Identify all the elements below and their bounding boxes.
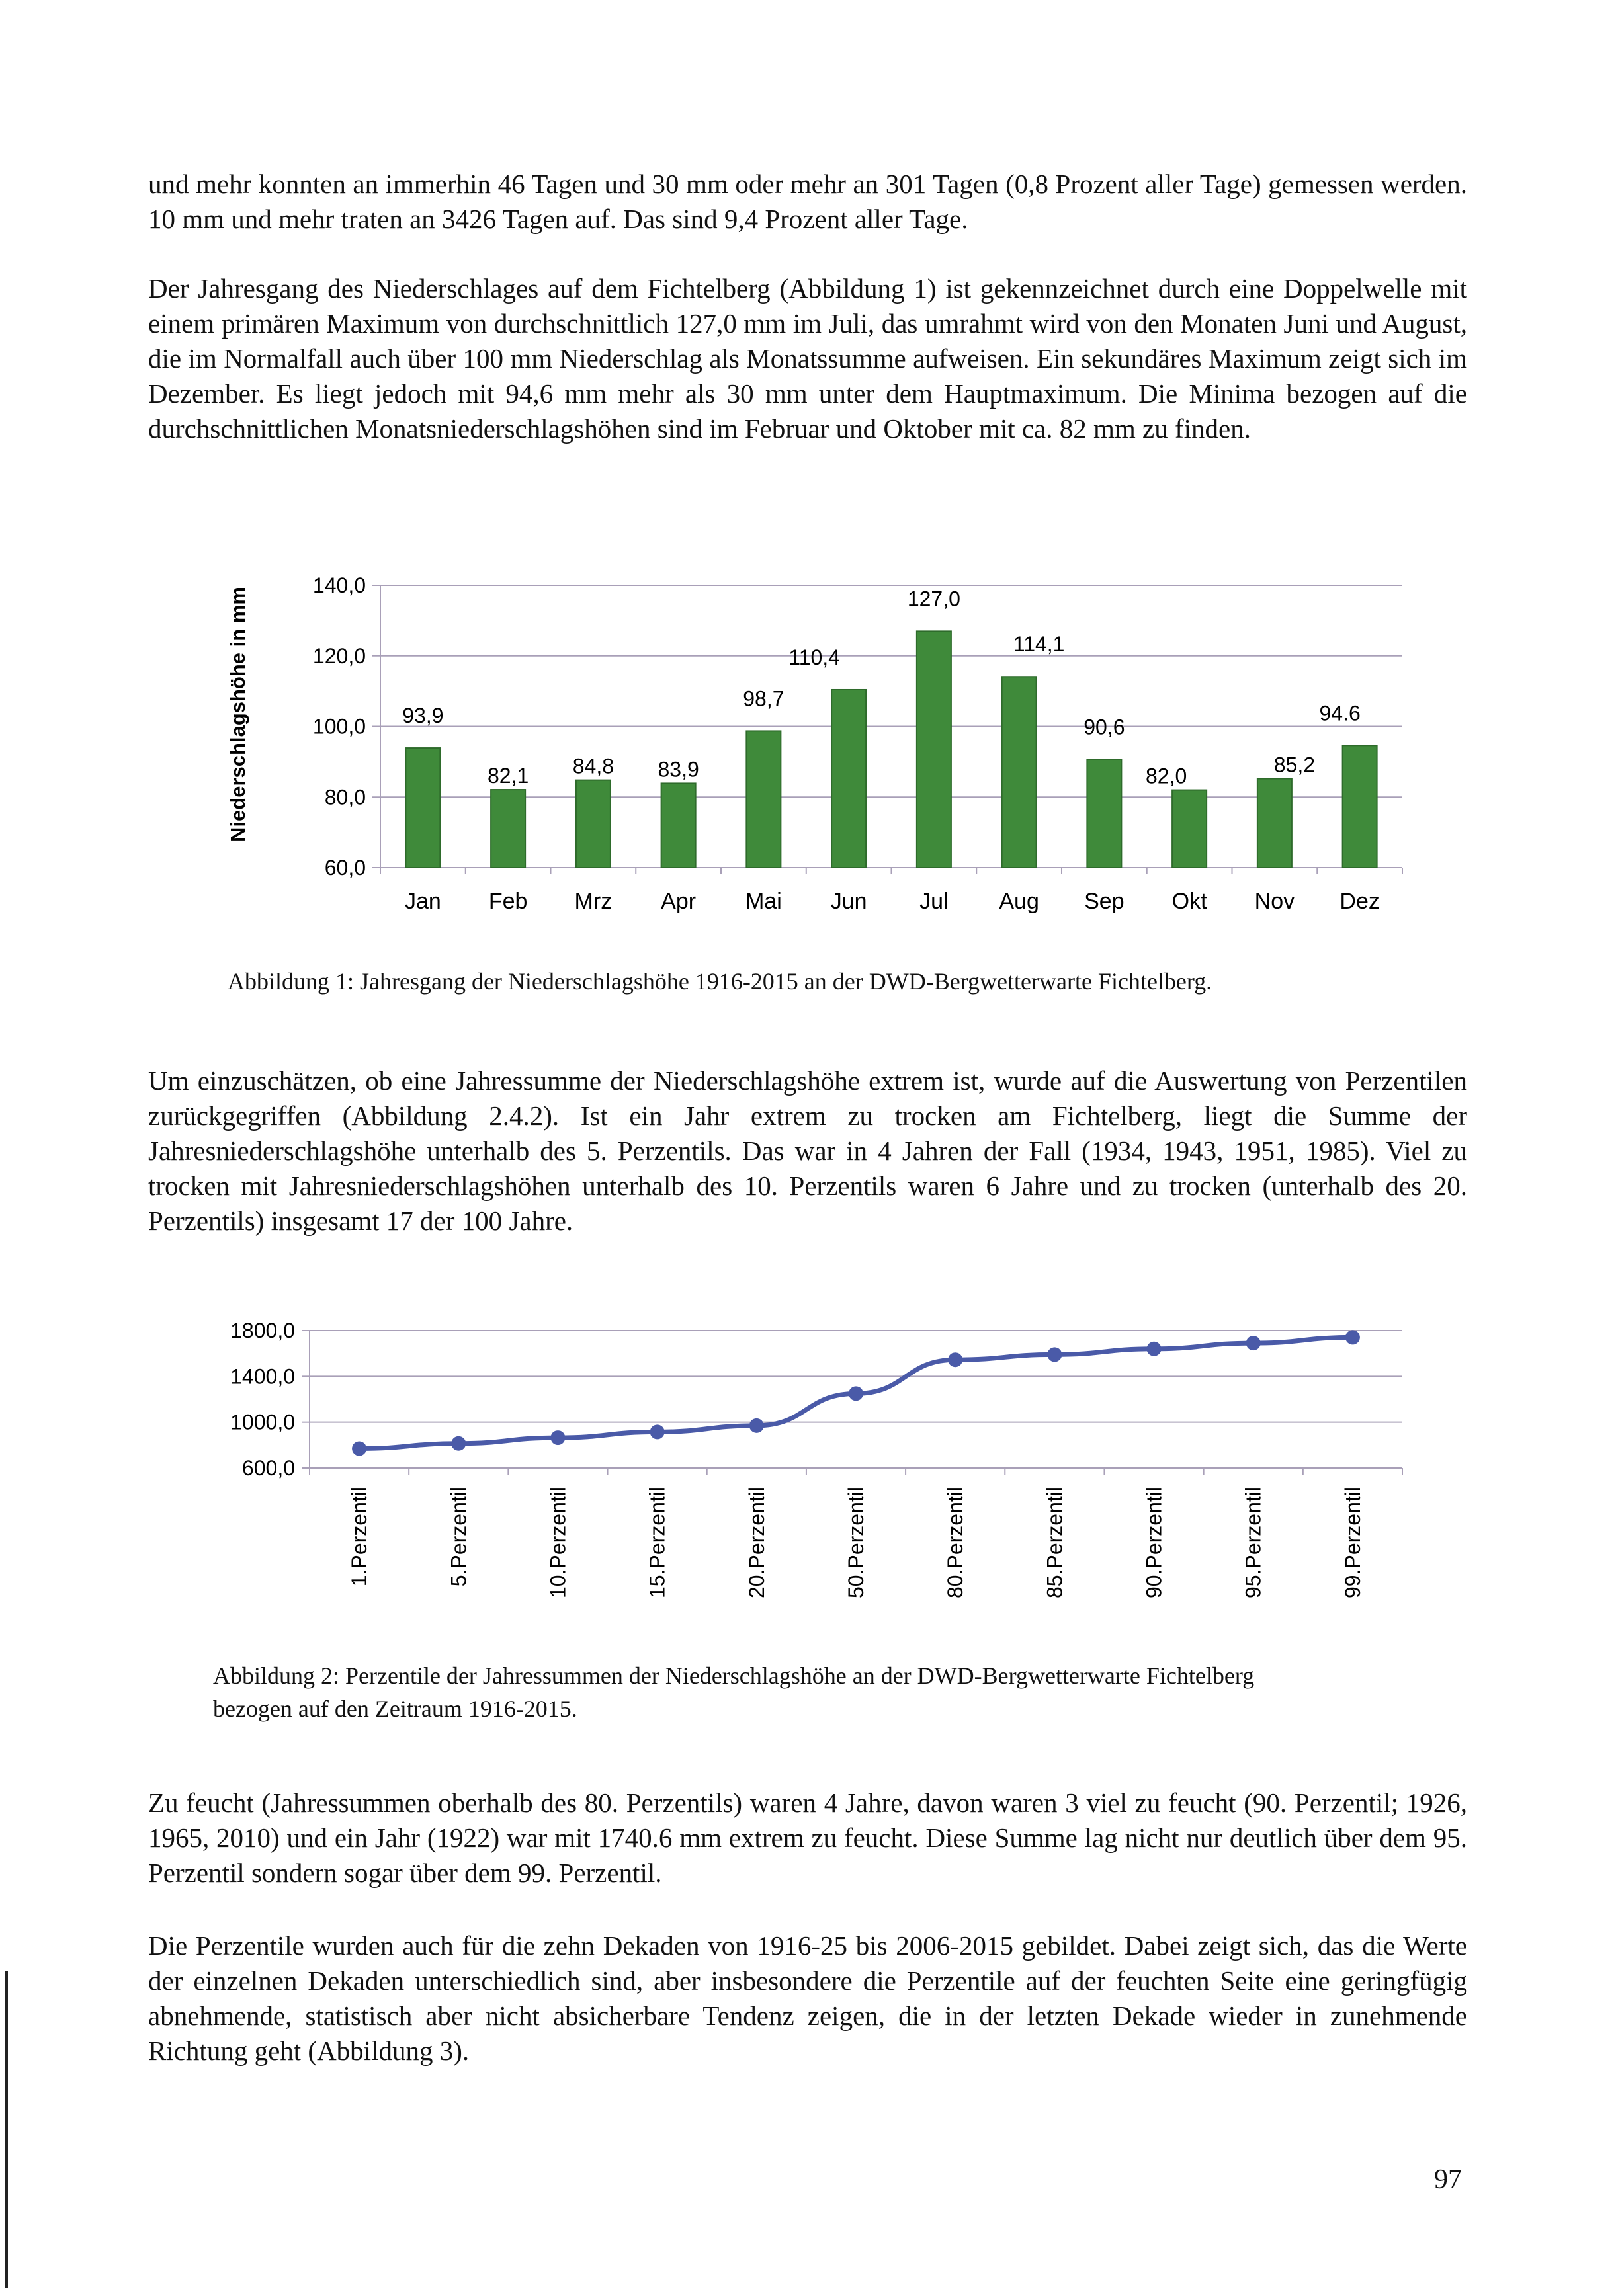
paragraph-2: Der Jahresgang des Niederschlages auf dem Fichtelberg (Abbildung 1) ist gekennzeichnet durch eine Doppelwelle mit einem primären Maximum von durchschnittlich 127,0 mm im Juli, das umrahmt wird von den Monaten Juni und August, die im Normalfall auch über 100 mm Niederschlag als Monatssumme aufweisen. Ein sekundäres Maximum zeigt sich im Dezember. Es liegt jedoch mit 94,6 mm mehr als 30 mm unter dem Hauptmaximum. Die Minima bezogen auf die durchschnittlichen Monatsniederschlagshöhen sind im Februar und Oktober mit ca. 82 mm zu finden. xyxy=(148,273,1467,444)
bar-value-label: 84,8 xyxy=(572,754,615,778)
percentile-category-label: 10.Perzentil xyxy=(546,1487,570,1598)
bar-nov xyxy=(1257,778,1292,868)
paragraph-5: Die Perzentile wurden auch für die zehn Dekaden von 1916-25 bis 2006-2015 gebildet. Dabei zeigt sich, das die Werte der einzelnen Dekaden unterschiedlich sind, aber insbesondere die Perzentile auf der feuchten Seite eine geringfügig abnehmende, statistisch aber nicht absicherbare Tendenz zeigen, die in der letzten Dekade wieder in zunehmende Richtung geht (Abbildung 3). xyxy=(148,1930,1467,2066)
bar-category-label: Sep xyxy=(1084,889,1125,914)
bar-category-label: Jan xyxy=(404,889,441,914)
percentile-point xyxy=(749,1418,764,1433)
bar-ytick-label: 100,0 xyxy=(312,714,366,739)
figure-1-caption: Abbildung 1: Jahresgang der Niederschlagshöhe 1916-2015 an der DWD-Bergwetterwarte Fichtelberg. xyxy=(228,968,1212,995)
percentile-category-label: 85.Perzentil xyxy=(1042,1487,1067,1598)
bar-category-label: Apr xyxy=(661,889,697,914)
percentile-category-label: 90.Perzentil xyxy=(1142,1487,1166,1598)
bar-ytick-label: 60,0 xyxy=(324,856,366,880)
paragraph-3: Um einzuschätzen, ob eine Jahressumme der Niederschlagshöhe extrem ist, wurde auf die Auswertung von Perzentilen zurückgegriffen (Abbildung 2.4.2). Ist ein Jahr extrem zu trocken am Fichtelberg, liegt die Summe der Jahresniederschlagshöhe unterhalb des 5. Perzentils. Das war in 4 Jahren der Fall (1934, 1943, 1951, 1985). Viel zu trocken mit Jahresniederschlagshöhen unterhalb des 10. Perzentils waren 6 Jahre und zu trocken (unterhalb des 20. Perzentils) insgesamt 17 der 100 Jahre. xyxy=(148,1065,1467,1236)
percentile-category-label: 5.Perzentil xyxy=(446,1487,471,1587)
bar-aug xyxy=(1002,676,1037,868)
bar-value-label: 90,6 xyxy=(1083,715,1125,739)
bar-value-label: 93,9 xyxy=(402,704,444,728)
percentile-point xyxy=(650,1424,665,1439)
percentile-line-chart xyxy=(198,1309,1422,1627)
percentile-category-label: 20.Perzentil xyxy=(744,1487,769,1598)
bar-sep xyxy=(1087,760,1121,868)
bar-mai xyxy=(746,731,781,868)
percentile-point xyxy=(1147,1342,1162,1356)
bar-okt xyxy=(1172,790,1207,868)
percentile-category-label: 80.Perzentil xyxy=(943,1487,968,1598)
percentile-point xyxy=(948,1352,962,1367)
line-ytick-label: 1000,0 xyxy=(230,1410,295,1434)
bar-apr xyxy=(661,783,696,868)
bar-category-label: Aug xyxy=(999,889,1039,914)
bar-category-label: Feb xyxy=(488,889,528,914)
figure-2-caption-line-1: Abbildung 2: Perzentile der Jahressummen der Niederschlagshöhe an der DWD-Bergwetterwarte Fichtelberg xyxy=(213,1662,1255,1689)
line-ytick-label: 600,0 xyxy=(241,1456,295,1480)
percentile-category-label: 99.Perzentil xyxy=(1340,1487,1365,1598)
page-edge-line xyxy=(5,1971,8,2288)
bar-ytick-label: 80,0 xyxy=(324,785,366,809)
bar-category-label: Mai xyxy=(745,889,782,914)
percentile-point xyxy=(849,1386,863,1401)
bar-dez xyxy=(1343,745,1377,868)
paragraph-1: und mehr konnten an immerhin 46 Tagen und 30 mm oder mehr an 301 Tagen (0,8 Prozent aller Tage) gemessen werden. 10 mm und mehr traten an 3426 Tagen auf. Das sind 9,4 Prozent aller Tage. xyxy=(148,169,1467,234)
bar-value-label: 83,9 xyxy=(658,757,699,782)
percentile-category-label: 50.Perzentil xyxy=(844,1487,868,1598)
figure-2-caption-line-2: bezogen auf den Zeitraum 1916-2015. xyxy=(213,1696,577,1722)
percentile-point xyxy=(1246,1336,1261,1350)
bar-feb xyxy=(491,790,525,868)
percentile-category-label: 1.Perzentil xyxy=(347,1487,372,1587)
percentile-point xyxy=(1345,1330,1360,1344)
bar-category-label: Dez xyxy=(1339,889,1380,914)
bar-category-label: Mrz xyxy=(574,889,613,914)
page-number: 97 xyxy=(1434,2164,1462,2195)
bar-chart-ylabel: Niederschlagshöhe in mm xyxy=(226,587,249,842)
line-ytick-label: 1800,0 xyxy=(230,1319,295,1342)
percentile-point xyxy=(1047,1347,1062,1362)
bar-ytick-label: 120,0 xyxy=(312,643,366,668)
bar-value-label: 82,0 xyxy=(1145,764,1187,788)
bar-category-label: Nov xyxy=(1254,889,1295,914)
bar-value-label: 82,1 xyxy=(487,764,529,788)
percentile-category-label: 15.Perzentil xyxy=(645,1487,669,1598)
bar-value-label: 98,7 xyxy=(743,686,785,711)
precipitation-bar-chart xyxy=(218,569,1409,939)
bar-value-label: 110,4 xyxy=(788,645,840,669)
bar-jun xyxy=(831,690,866,868)
bar-jul xyxy=(917,631,951,868)
paragraph-4: Zu feucht (Jahressummen oberhalb des 80. Perzentils) waren 4 Jahre, davon waren 3 viel zu feucht (90. Perzentil; 1926, 1965, 2010) und ein Jahr (1922) war mit 1740.6 mm extrem zu feucht. Diese Summe lag nicht nur deutlich über dem 95. Perzentil sondern sogar über dem 99. Perzentil. xyxy=(148,1787,1467,1888)
bar-value-label: 85,2 xyxy=(1273,753,1316,777)
bar-category-label: Okt xyxy=(1171,889,1207,914)
bar-category-label: Jul xyxy=(919,889,949,914)
bar-value-label: 94.6 xyxy=(1319,701,1361,725)
bar-mrz xyxy=(576,780,611,868)
bar-value-label: 114,1 xyxy=(1013,632,1065,657)
percentile-point xyxy=(451,1436,466,1451)
bar-category-label: Jun xyxy=(830,889,867,914)
bar-value-label: 127,0 xyxy=(907,587,960,611)
percentile-category-label: 95.Perzentil xyxy=(1241,1487,1265,1598)
bar-ytick-label: 140,0 xyxy=(312,573,366,597)
bar-jan xyxy=(405,748,440,868)
percentile-point xyxy=(352,1442,366,1456)
percentile-point xyxy=(550,1430,565,1445)
line-ytick-label: 1400,0 xyxy=(230,1364,295,1389)
